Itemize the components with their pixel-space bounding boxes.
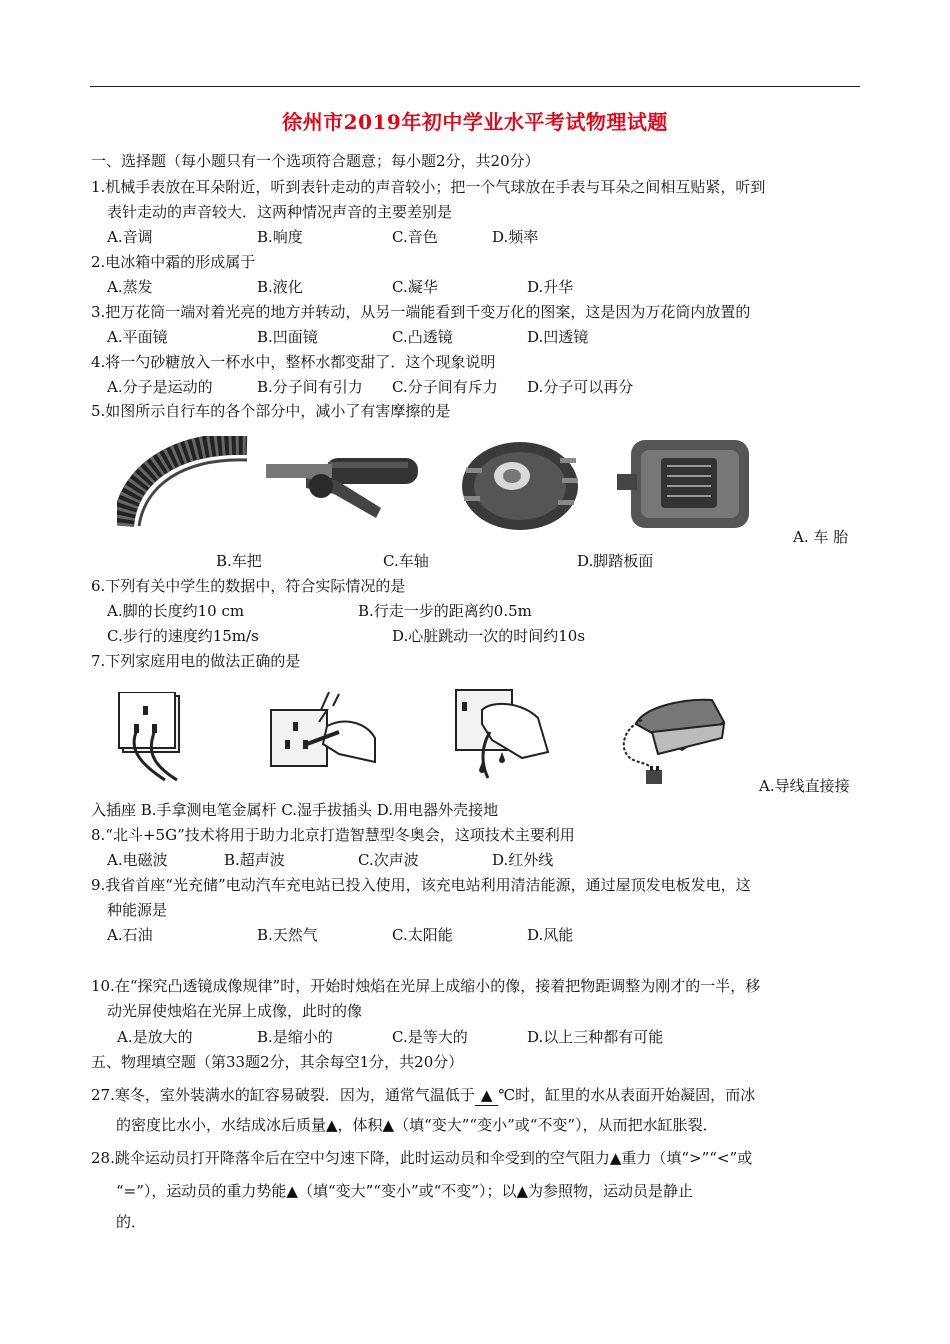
q2-option-b: B.液化 <box>257 278 303 296</box>
q8-stem: 8.“北斗+5G”技术将用于助力北京打造智慧型冬奥会，这项技术主要利用 <box>91 826 575 844</box>
q9-line2: 种能源是 <box>107 901 168 919</box>
handlebar-image <box>266 446 426 526</box>
q2-option-c: C.凝华 <box>392 278 438 296</box>
q5-stem: 5.如图所示自行车的各个部分中，减小了有害摩擦的是 <box>91 402 451 420</box>
q8-option-b: B.超声波 <box>224 851 285 869</box>
q7-option-a-part1: A.导线直接接 <box>759 777 850 795</box>
q7-options-line: 入插座 B.手拿测电笔金属杆 C.湿手拔插头 D.用电器外壳接地 <box>91 801 499 819</box>
tire-image <box>117 436 257 528</box>
q28-line2: “=”），运动员的重力势能▲（填“变大”“变小”或“不变”）；以▲为参照物，运动员是静止 <box>116 1182 693 1200</box>
q4-option-c: C.分子间有斥力 <box>392 378 498 396</box>
q4-option-b: B.分子间有引力 <box>257 378 363 396</box>
q3-option-b: B.凹面镜 <box>257 328 318 346</box>
section5-heading: 五、物理填空题（第33题2分，其余每空1分，共20分） <box>91 1053 464 1071</box>
q3-option-c: C.凸透镜 <box>392 328 453 346</box>
q2-stem: 2.电冰箱中霜的形成属于 <box>91 253 256 271</box>
q10-option-b: B.是缩小的 <box>257 1028 333 1046</box>
q6-option-d: D.心脏跳动一次的时间约10s <box>392 627 586 645</box>
q28-line1: 28.跳伞运动员打开降落伞后在空中匀速下降，此时运动员和伞受到的空气阻力▲重力（填“>”“<”或 <box>91 1149 753 1167</box>
q2-option-d: D.升华 <box>527 278 574 296</box>
q8-option-a: A.电磁波 <box>107 851 168 869</box>
q10-line1: 10.在“探究凸透镜成像规律”时，开始时烛焰在光屏上成缩小的像，接着把物距调整为刚才的一半，移 <box>91 977 761 995</box>
pedal-image <box>617 436 753 532</box>
q1-option-d: D.频率 <box>492 228 539 246</box>
socket-wire-image <box>117 692 189 784</box>
q4-option-d: D.分子可以再分 <box>527 378 634 396</box>
q6-stem: 6.下列有关中学生的数据中，符合实际情况的是 <box>91 577 406 595</box>
q3-option-d: D.凹透镜 <box>527 328 589 346</box>
q27-part1: 27.寒冬，室外装满水的缸容易破裂．因为，通常气温低于 <box>91 1086 475 1104</box>
q1-option-b: B.响度 <box>257 228 303 246</box>
wet-hand-plug-image <box>452 688 550 780</box>
iron-grounded-image <box>612 688 728 786</box>
q9-option-d: D.风能 <box>527 926 574 944</box>
q1-option-c: C.音色 <box>392 228 438 246</box>
test-pen-image <box>267 688 379 770</box>
q7-stem: 7.下列家庭用电的做法正确的是 <box>91 652 301 670</box>
q27-line1 <box>91 1085 755 1106</box>
q1-line1: 1.机械手表放在耳朵附近，听到表针走动的声音较小；把一个气球放在手表与耳朵之间相互贴紧，听到 <box>91 178 766 196</box>
header-rule <box>90 86 860 87</box>
q10-option-a: A.是放大的 <box>117 1028 193 1046</box>
q4-option-a: A.分子是运动的 <box>107 378 213 396</box>
q28-line3: 的． <box>116 1213 147 1231</box>
q6-option-b: B.行走一步的距离约0.5m <box>358 602 532 620</box>
q9-line1: 9.我省首座“光充储”电动汽车充电站已投入使用，该充电站利用清洁能源，通过屋顶发电板发电，这 <box>91 876 751 894</box>
q8-option-d: D.红外线 <box>492 851 554 869</box>
q2-option-a: A.蒸发 <box>107 278 153 296</box>
q27-line2: 的密度比水小，水结成冰后质量▲，体积▲（填“变大”“变小”或“不变”），从而把水缸胀裂． <box>116 1116 718 1134</box>
q4-stem: 4.将一勺砂糖放入一杯水中，整杯水都变甜了．这个现象说明 <box>91 353 496 371</box>
q27-blank: ▲ <box>475 1085 499 1106</box>
q9-option-c: C.太阳能 <box>392 926 453 944</box>
q9-option-b: B.天然气 <box>257 926 318 944</box>
q9-option-a: A.石油 <box>107 926 153 944</box>
axle-image <box>460 438 580 532</box>
q6-option-a: A.脚的长度约10 cm <box>107 602 245 620</box>
q8-option-c: C.次声波 <box>358 851 419 869</box>
q5-option-b: B.车把 <box>216 552 262 570</box>
q3-option-a: A.平面镜 <box>107 328 168 346</box>
section1-heading: 一、选择题（每小题只有一个选项符合题意；每小题2分，共20分） <box>91 152 540 170</box>
q1-line2: 表针走动的声音较大．这两种情况声音的主要差别是 <box>107 203 453 221</box>
q6-option-c: C.步行的速度约15m/s <box>107 627 259 645</box>
q27-part2: ℃时，缸里的水从表面开始凝固，而冰 <box>498 1086 756 1104</box>
q10-option-c: C.是等大的 <box>392 1028 468 1046</box>
q5-option-d: D.脚踏板面 <box>577 552 654 570</box>
q1-option-a: A.音调 <box>107 228 153 246</box>
q10-line2: 动光屏使烛焰在光屏上成像，此时的像 <box>107 1002 363 1020</box>
q3-stem: 3.把万花筒一端对着光亮的地方并转动，从另一端能看到千变万化的图案，这是因为万花筒内放置的 <box>91 303 751 321</box>
q5-option-c: C.车轴 <box>383 552 429 570</box>
page-title: 徐州市2019年初中学业水平考试物理试题 <box>282 110 668 134</box>
q10-option-d: D.以上三种都有可能 <box>527 1028 664 1046</box>
q5-option-a: A. 车 胎 <box>793 528 849 546</box>
